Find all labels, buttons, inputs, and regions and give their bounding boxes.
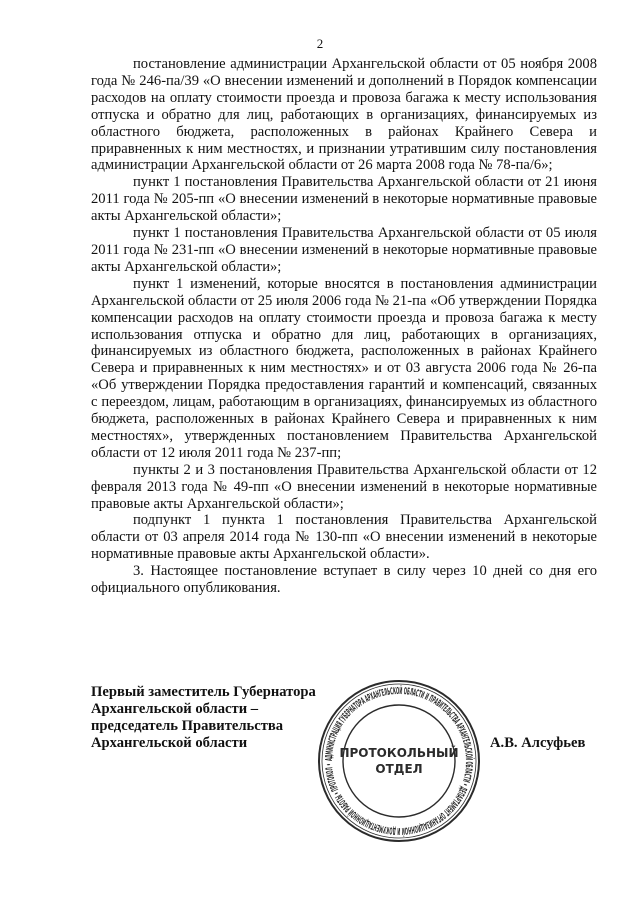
paragraph-resolution-49pp: пункты 2 и 3 постановления Правительства Архангельской области от 12 февраля 2013 года № 49-пп «О внесении изменений в некоторые нормативные правовые акты Архангельской области»;	[91, 461, 597, 512]
stamp-outer-ring-inner	[322, 684, 476, 838]
signer-name: А.В. Алсуфьев	[490, 735, 586, 751]
stamp-center-line: ПРОТОКОЛЬНЫЙ	[339, 746, 459, 760]
paragraph-resolution-130pp: подпункт 1 пункта 1 постановления Правительства Архангельской области от 03 апреля 2014 года № 130-пп «О внесении изменений в некоторые нормативные правовые акты Архангельской области».	[91, 512, 597, 563]
stamp-ring-text: АДМИНИСТРАЦИЯ ГУБЕРНАТОРА АРХАНГЕЛЬСКОЙ ОБЛАСТИ И ПРАВИТЕЛЬСТВА АРХАНГЕЛЬСКОЙ ОБЛАСТИ • ДЕПАРТАМЕНТ ОРГАНИЗАЦИОННОЙ И ДОКУМЕНТАЦИОННОЙ РАБОТЫ • ПРОТОКОЛ •	[323, 685, 475, 837]
signature-title-line: председатель Правительства	[91, 718, 284, 734]
signature-title-line: Архангельской области –	[91, 701, 259, 717]
paragraph-resolution-2008: постановление администрации Архангельской области от 05 ноября 2008 года № 246-па/39 «О внесении изменений и дополнений в Порядок компенсации расходов на оплату стоимости проезда и провоза багажа к месту использования отпуска и обратно для лиц, работающих в организациях, финансируемых из областного бюджета, расположенных в районах Крайнего Севера и приравненных к ним местностях, и признании утратившим силу постановления администрации Архангельской области от 26 марта 2008 года № 78-па/6»;	[91, 56, 597, 174]
paragraph-resolution-231pp: пункт 1 постановления Правительства Архангельской области от 05 июля 2011 года № 231-пп «О внесении изменений в некоторые нормативные правовые акты Архангельской области»;	[91, 225, 597, 275]
stamp-center-line: ОТДЕЛ	[375, 762, 423, 776]
stamp-inner-ring	[343, 705, 455, 817]
document-body	[91, 56, 597, 597]
signature-title-line: Архангельской области	[91, 735, 248, 751]
paragraph-effective-date: 3. Настоящее постановление вступает в силу через 10 дней со дня его официального опубликования.	[91, 563, 597, 597]
protocol-department-stamp	[315, 677, 483, 845]
paragraph-amendments-2006: пункт 1 изменений, которые вносятся в постановления администрации Архангельской области от 25 июля 2006 года № 21-па «Об утверждении Порядка компенсации расходов на оплату стоимости проезда и провоза багажа к месту использования отпуска и обратно для лиц, работающих в организациях, финансируемых из областного бюджета, расположенных в районах Крайнего Севера и приравненных к ним местностях» и от 03 августа 2006 года № 26-па «Об утверждении Порядка предоставления гарантий и компенсаций, связанных с переездом, лицам, работающим в организациях, финансируемых из областного бюджета, расположенных в районах Крайнего Севера и приравненных к ним местностях», утвержденных постановлением Правительства Архангельской области от 12 июля 2011 года № 237-пп;	[91, 275, 597, 461]
page-number: 2	[316, 36, 324, 51]
signature-title-block	[91, 684, 341, 752]
signature-title-line: Первый заместитель Губернатора	[91, 684, 316, 700]
paragraph-resolution-205pp: пункт 1 постановления Правительства Архангельской области от 21 июня 2011 года № 205-пп «О внесении изменений в некоторые нормативные правовые акты Архангельской области»;	[91, 174, 597, 225]
